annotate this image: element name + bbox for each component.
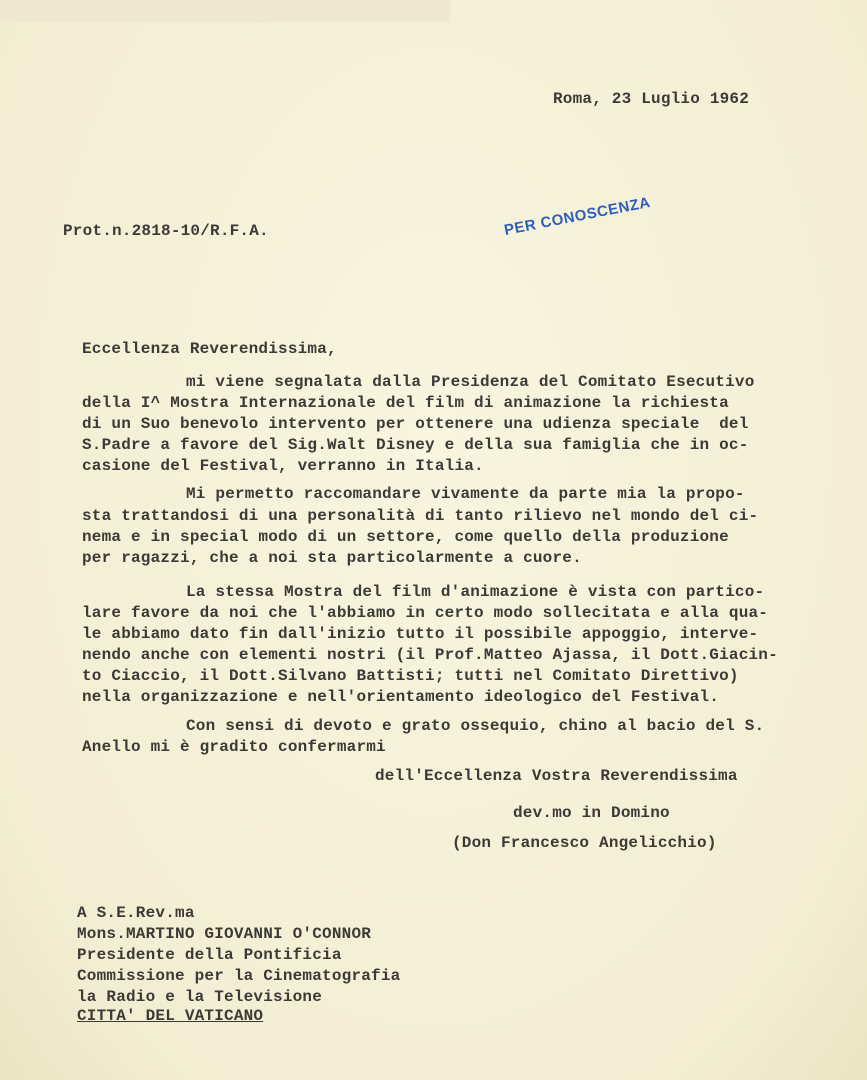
letter-date: Roma, 23 Luglio 1962 xyxy=(553,90,750,108)
address-line: Mons.MARTINO GIOVANNI O'CONNOR xyxy=(77,925,372,943)
body-line: Mi permetto raccomandare vivamente da parte mia la propo- xyxy=(186,485,745,503)
per-conoscenza-stamp: PER CONOSCENZA xyxy=(502,193,652,239)
body-line: per ragazzi, che a noi sta particolarmente a cuore. xyxy=(82,549,582,567)
body-line: lare favore da noi che l'abbiamo in certo modo sollecitata e alla qua- xyxy=(82,604,769,622)
body-line: Anello mi è gradito confermarmi xyxy=(82,738,386,756)
body-line: S.Padre a favore del Sig.Walt Disney e della sua famiglia che in oc- xyxy=(82,436,749,454)
body-line: le abbiamo dato fin dall'inizio tutto il possibile appoggio, interve- xyxy=(82,625,759,643)
scan-edge xyxy=(0,0,450,22)
address-line: la Radio e la Televisione xyxy=(77,988,323,1006)
address-line: A S.E.Rev.ma xyxy=(77,904,195,922)
body-line: La stessa Mostra del film d'animazione è vista con partico- xyxy=(186,583,765,601)
signature-name: (Don Francesco Angelicchio) xyxy=(452,834,717,852)
protocol-number: Prot.n.2818-10/R.F.A. xyxy=(63,222,269,240)
body-line: della I^ Mostra Internazionale del film di animazione la richiesta xyxy=(82,394,729,412)
address-line: Presidente della Pontificia xyxy=(77,946,342,964)
body-line: sta trattandosi di una personalità di tanto rilievo nel mondo del ci- xyxy=(82,507,759,525)
closing-devotion: dev.mo in Domino xyxy=(513,804,670,822)
body-line: di un Suo benevolo intervento per ottenere una udienza speciale del xyxy=(82,415,749,433)
closing-formula: dell'Eccellenza Vostra Reverendissima xyxy=(375,767,738,785)
body-line: mi viene segnalata dalla Presidenza del Comitato Esecutivo xyxy=(186,373,755,391)
body-line: nendo anche con elementi nostri (il Prof.Matteo Ajassa, il Dott.Giacin- xyxy=(82,646,778,664)
body-line: casione del Festival, verranno in Italia. xyxy=(82,457,484,475)
body-line: to Ciaccio, il Dott.Silvano Battisti; tutti nel Comitato Direttivo) xyxy=(82,667,739,685)
body-line: nema e in special modo di un settore, come quello della produzione xyxy=(82,528,729,546)
address-line: Commissione per la Cinematografia xyxy=(77,967,401,985)
body-line: nella organizzazione e nell'orientamento ideologico del Festival. xyxy=(82,688,720,706)
body-line: Con sensi di devoto e grato ossequio, chino al bacio del S. xyxy=(186,717,765,735)
salutation: Eccellenza Reverendissima, xyxy=(82,340,337,358)
address-line: CITTA' DEL VATICANO xyxy=(77,1007,264,1025)
